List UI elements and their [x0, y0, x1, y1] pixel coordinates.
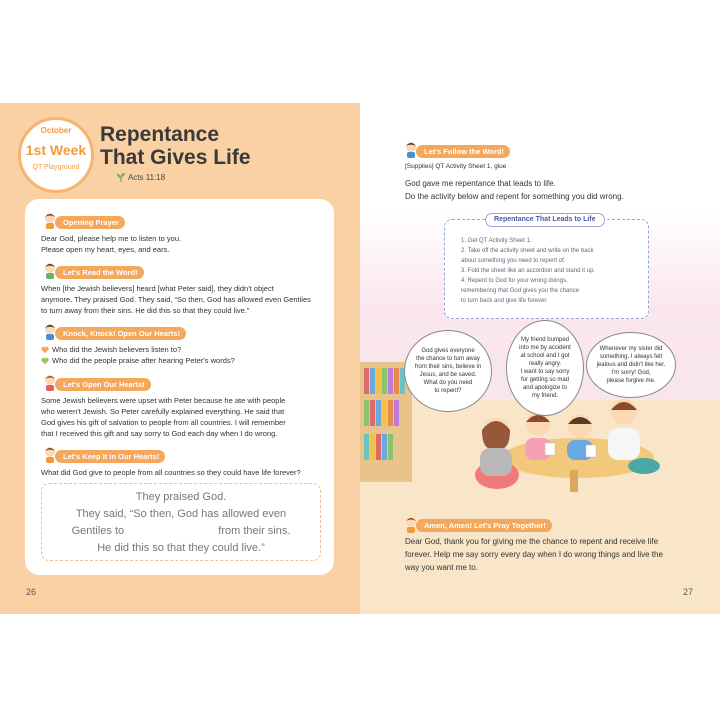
- title-line-1: Repentance: [100, 123, 220, 146]
- content-card: [25, 199, 334, 575]
- bubble-line: God gives everyone: [421, 348, 475, 354]
- activity-box: [444, 216, 649, 319]
- title-line-2: That Gives Life: [100, 146, 251, 169]
- text-line: When [the Jewish believers] heard [what Peter said], they didn't object: [41, 284, 274, 293]
- step-item: 1. Get QT Activity Sheet 1.: [461, 238, 532, 244]
- section-heading: Let's Keep It in Our Hearts!: [55, 450, 165, 463]
- text-line: who weren't Jewish. So Peter carefully explained everything. He said that: [41, 407, 285, 416]
- speech-bubble-1: [404, 330, 492, 412]
- bubble-line: I'm sorry! God,: [611, 370, 651, 376]
- answer-line-4: He did this so that they could live.”: [97, 542, 265, 554]
- answer-text: from their sins.: [218, 525, 291, 537]
- step-item: 3. Fold the sheet like an accordion and stand it up.: [461, 268, 596, 274]
- answer-text: Gentiles to: [71, 525, 125, 537]
- open-hearts-text: [41, 395, 326, 439]
- verse-reference: Acts 11:18: [128, 173, 166, 182]
- bubble-line: and apologize to: [522, 385, 568, 391]
- text-line: Some Jewish believers were upset with Peter because he ate with people: [41, 396, 286, 405]
- section-heading: Knock, Knock! Open Our Hearts!: [55, 327, 186, 340]
- read-word-text: [41, 283, 326, 316]
- keep-question: What did God give to people from all countries so they could have life forever?: [41, 468, 301, 477]
- text-line: Do the activity below and repent for something you did wrong.: [405, 192, 624, 201]
- speech-bubble-3: [586, 332, 676, 398]
- supplies-text: [Supplies] QT Activity Sheet 1, glue: [405, 163, 507, 170]
- prayer-text: [405, 535, 705, 574]
- question-2: [41, 355, 326, 366]
- text-line: Dear God, please help me to listen to you.: [41, 234, 182, 243]
- badge-subtitle: QT Playground: [32, 164, 80, 171]
- bubble-line: Jesus, and be saved.: [419, 372, 477, 378]
- bubble-line: into me by accident: [519, 345, 571, 351]
- answer-line-1: They praised God.: [135, 491, 227, 503]
- step-item: to turn back and give life forever.: [461, 298, 548, 304]
- prayer-heading: Amen, Amen! Let's Pray Together!: [416, 519, 552, 532]
- bubble-line: at school and I got: [520, 353, 570, 359]
- answer-box: [41, 483, 321, 561]
- badge-month: October: [40, 126, 72, 135]
- page-number-right: 27: [683, 587, 694, 597]
- section-heading: Let's Open Our Hearts!: [55, 378, 151, 391]
- text-line: that I received this gift and say sorry to God each day when I do wrong.: [41, 429, 278, 438]
- bubble-line: for getting so mad: [520, 377, 569, 383]
- step-item: remembering that God gives you the chance: [461, 288, 580, 294]
- step-item: about something you need to repent of.: [461, 258, 566, 264]
- step-item: 4. Repent to God for your wrong doings,: [461, 278, 568, 284]
- question-1: [41, 344, 326, 355]
- page-number-left: 26: [26, 587, 37, 597]
- activity-title: Repentance That Leads to Life: [485, 213, 605, 227]
- bubble-line: Whenever my sister did: [599, 346, 663, 352]
- section-heading: Opening Prayer: [55, 216, 125, 229]
- week-badge: [18, 117, 94, 193]
- bubble-line: to repent?: [434, 388, 462, 394]
- left-page: [0, 103, 360, 614]
- bubble-line: please forgive me.: [606, 378, 656, 384]
- text-line: anymore. They praised God. They said, “So then, God has allowed even Gentiles: [41, 295, 311, 304]
- text-line: Please open my heart, eyes, and ears.: [41, 245, 170, 254]
- sprout-icon: [116, 172, 126, 182]
- bubble-line: really angry.: [528, 361, 562, 367]
- section-heading: Let's Read the Word!: [55, 266, 144, 279]
- answer-line-2: They said, “So then, God has allowed even: [75, 508, 287, 520]
- step-item: 2. Take off the activity sheet and write on the back: [461, 248, 594, 254]
- follow-heading: Let's Follow the Word!: [416, 145, 510, 158]
- text-line: God gave me repentance that leads to life.: [405, 179, 556, 188]
- text-line: God gives his gift of salvation to people from all countries. I will remember: [41, 418, 286, 427]
- text-line: Dear God, thank you for giving me the chance to repent and receive life: [405, 537, 659, 546]
- bubble-line: My friend bumped: [520, 337, 569, 343]
- question-text: Who did the Jewish believers listen to?: [52, 345, 182, 354]
- question-text: Who did the people praise after hearing Peter's words?: [52, 356, 235, 365]
- bubble-line: from their sins, believe in: [414, 364, 482, 370]
- answer-line-3: [42, 525, 320, 537]
- heart-icon: [41, 346, 49, 354]
- speech-bubble-2: [506, 320, 584, 416]
- bubble-line: the chance to turn away: [416, 356, 480, 362]
- bubble-line: jealous and didn't like her.: [596, 362, 666, 368]
- bubble-line: my friend.: [531, 393, 559, 399]
- lesson-title: [100, 123, 350, 169]
- text-line: to turn away from their sins. He did this so that they could live.”: [41, 306, 250, 315]
- follow-instructions: [405, 177, 705, 203]
- bubble-line: What do you need: [423, 380, 473, 386]
- opening-prayer-text: [41, 233, 326, 255]
- heart-icon: [41, 357, 49, 365]
- activity-steps: [461, 236, 646, 306]
- bubble-line: something, I always felt: [599, 354, 663, 360]
- text-line: forever. Help me say sorry every day when I do wrong things and live the: [405, 550, 663, 559]
- badge-week: 1st Week: [25, 142, 87, 158]
- bubble-line: I want to say sorry: [520, 369, 570, 375]
- text-line: way you want me to.: [405, 563, 478, 572]
